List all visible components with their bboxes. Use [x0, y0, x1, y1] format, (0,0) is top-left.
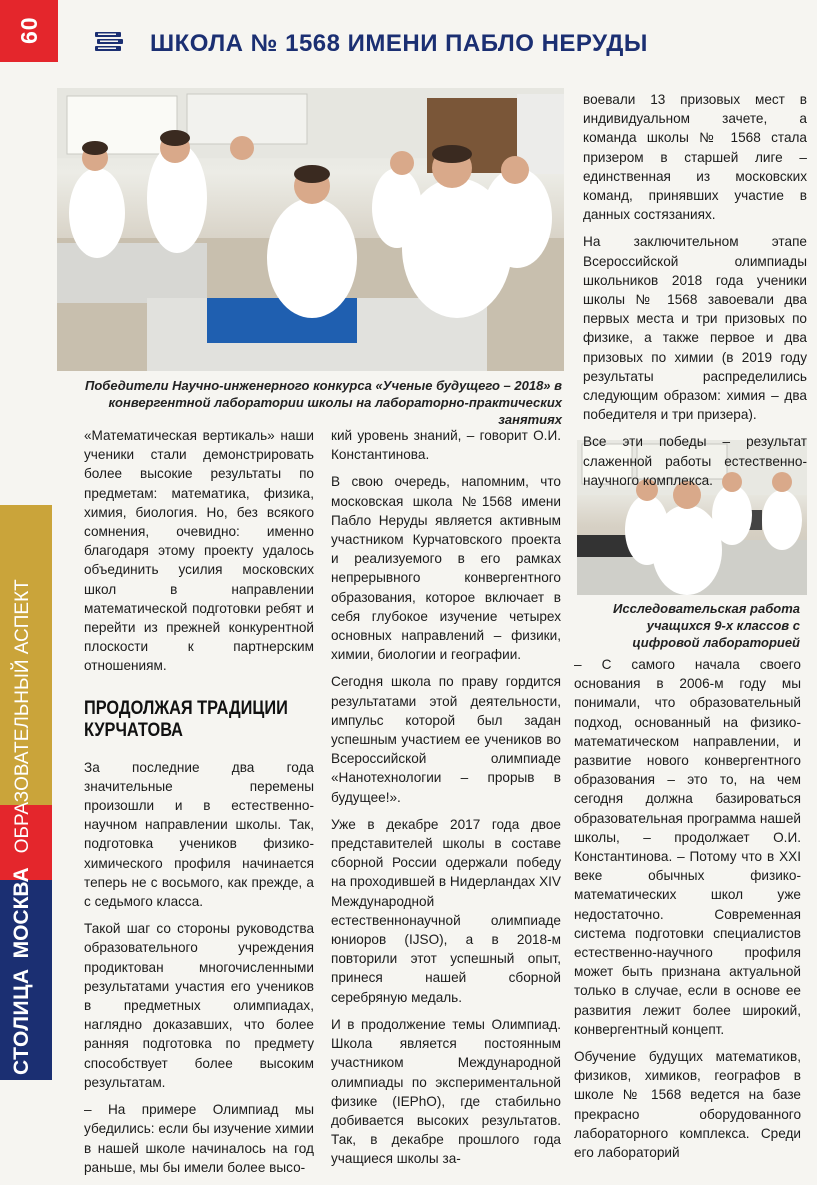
- col1-paragraph-2: За последние два года значительные перемены произошли и в естественно-научном направлении школы. Так, подготовка учеников физико-химического профиля начинается теперь не с восьмого, как прежде, а с седьмого класса.: [84, 759, 314, 910]
- col2-paragraph-2: В свою очередь, напомним, что московская школа №1568 имени Пабло Неруды является активным участником Курчатовского проекта и реализуемого в его рамках непрерывного конвергентного образования, которое включает в себя глубокое изучение четырех основных направлений – физики, химии, биологии и географии.: [331, 474, 561, 663]
- col3-paragraph-5: Обучение будущих математиков, физиков, химиков, географов в школе № 1568 ведется на базе прекрасно оборудованного лабораторного комплекса. Среди его лабораторий: [574, 1049, 801, 1161]
- spine-moscow: МОСКВА: [10, 867, 33, 959]
- col2-paragraph-5: И в продолжение темы Олимпиад. Школа является постоянным участником Международной олимпиады по экспериментальной физике (IEPhO), где стабильно добивается высоких результатов. Так, в декабре прошлого года учащиеся школы за-: [331, 1016, 561, 1167]
- page-number: 60: [16, 16, 42, 44]
- col1-paragraph-1: «Математическая вертикаль» наши ученики стали демонстрировать более высокие результаты по предметам: математика, физика, химия, биология. Но, без всякого сомнения, очевидно: именно благодаря этому проекту удалось объединить усилия московских школ в направлении математической подготовки ребят и перейти из прежней конкурентной плоскости к партнерским отношениям.: [84, 428, 314, 674]
- col2-paragraph-3: Сегодня школа по праву гордится результатами этой деятельности, импульс которой был задан успешным участием ее учеников во Всероссийской олимпиаде «Нанотехнологии – прорыв в будущее!».: [331, 674, 561, 805]
- photo-main-caption: Победители Научно-инженерного конкурса «Ученые будущего – 2018» в конвергентной лаборатории школы на лабораторно-практических занятиях: [85, 378, 562, 427]
- col1-paragraph-3: Такой шаг со стороны руководства образовательного учреждения продиктован многочисленными результатами участия его учеников в предметных олимпиадах, наглядно доказавших, что более ранняя подготовка по предмету способствует более высоким результатам.: [84, 921, 314, 1090]
- spine-section: ОБРАЗОВАТЕЛЬНЫЙ АСПЕКТ: [12, 579, 33, 854]
- page-title: ШКОЛА № 1568 ИМЕНИ ПАБЛО НЕРУДЫ: [150, 30, 648, 57]
- text-column-2: [331, 426, 561, 1177]
- text-column-3-bottom: [574, 655, 801, 1170]
- section-spine: [0, 505, 52, 1080]
- text-column-3-top: [583, 90, 807, 498]
- spine-capital: СТОЛИЦА: [10, 968, 33, 1075]
- col2-paragraph-1: кий уровень знаний, – говорит О.И. Константинова.: [331, 428, 561, 463]
- books-icon: [94, 31, 124, 53]
- text-column-1: [84, 426, 314, 1185]
- col3-paragraph-2: На заключительном этапе Всероссийской олимпиады школьников 2018 года ученики школы № 1568 завоевали два первых места и три призовых по физике, а также первое и два призовых по химии (в 2019 году результаты распределились следующим образом: химия – два победителя и три призера).: [583, 234, 807, 423]
- col3-paragraph-3: Все эти победы – результат слаженной работы естественно-научного комплекса.: [583, 434, 807, 488]
- col1-paragraph-4: – На примере Олимпиад мы убедились: если бы изучение химии в нашей школе начиналось на год раньше, мы бы имели более высо-: [84, 1102, 314, 1175]
- photo-secondary-caption: Исследовательская работа учащихся 9-х классов с цифровой лабораторией: [612, 601, 800, 650]
- lab-photo-main: [57, 88, 564, 371]
- col3-paragraph-4: – С самого начала своего основания в 2006-м году мы понимали, что образовательный подход, основанный на физико-математическом направлении, и развитие нового конвергентного образования – это то, на чем сегодня должна базироваться образовательная программа нашей школы, – продолжает О.И. Константинова. – Потому что в XXI веке обычных физико-математических школ уже недостаточно. Современная система подготовки специалистов естественно-научного профиля может быть признана актуальной только в случае, если в основе ее развития лежит более широкий, конвергентный концепт.: [574, 657, 801, 1037]
- col3-paragraph-1: воевали 13 призовых мест в индивидуальном зачете, а команда школы № 1568 стала призером в старшей лиге – единственная из московских команд, принявших участие в данных состязаниях.: [583, 92, 807, 223]
- page-number-tab: [0, 0, 58, 62]
- col2-paragraph-4: Уже в декабре 2017 года двое представителей школы в составе сборной России одержали победу на проходившей в Нидерландах XIV Международной естественнонаучной олимпиаде юниоров (IJSO), а в 2018-м повторили этот успешный опыт, принеся нашей сборной серебряную медаль.: [331, 816, 561, 1005]
- section-heading: ПРОДОЛЖАЯ ТРАДИЦИИ КУРЧАТОВА: [84, 697, 288, 741]
